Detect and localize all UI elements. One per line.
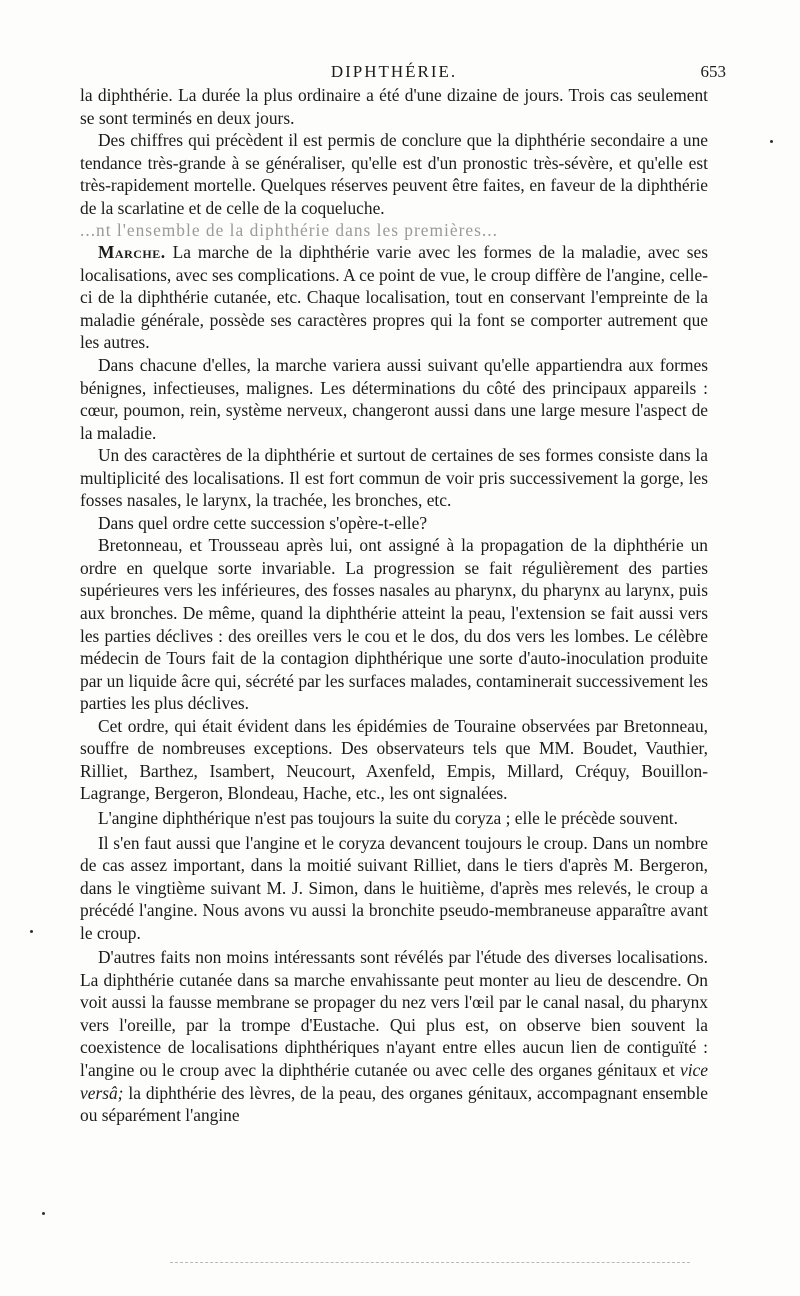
paragraph: L'angine diphthérique n'est pas toujours la suite du coryza ; elle le précède souvent. [98, 807, 678, 828]
paragraph-marche [80, 241, 708, 354]
emphasis: vice versâ; [80, 1059, 708, 1103]
paragraph: Des chiffres qui précèdent il est permis de conclure que la diphthérie secondaire a une tendance très-grande à se généraliser, qu'elle est d'un pronostic très-sévère, et qu'elle est très-rapidement mortelle. Quelques réserves peuvent être faites, en faveur de la diphthérie de la scarlatine et de celle de la coqueluche. [80, 130, 708, 218]
paragraph-text: La marche de la diphthérie varie avec les formes de la maladie, avec ses localisations, avec ses complications. A ce point de vue, le croup diffère de l'angine, celle-ci de la diphthérie cutanée, etc. Chaque localisation, tout en conservant l'empreinte de la maladie générale, possède ses caractères propres qui la font se comporter autrement que les autres. [80, 242, 708, 353]
page-number: 653 [700, 62, 726, 81]
speck [42, 1212, 45, 1215]
paragraph: Dans chacune d'elles, la marche variera aussi suivant qu'elle appartiendra aux formes bénignes, infectieuses, malignes. Les déterminations du côté des principaux appareils : cœur, poumon, rein, système nerveux, changeront aussi dans une large mesure l'aspect de la maladie. [80, 355, 708, 443]
paragraph: Il s'en faut aussi que l'angine et le coryza devancent toujours le croup. Dans un nombre de cas assez important, dans la moitié suivant Rilliet, dans le tiers d'après M. Bergeron, dans le vingtième suivant M. J. Simon, dans le huitième, d'après mes relevés, le croup a précédé l'angine. Nous avons vu aussi la bronchite pseudo-membraneuse apparaître avant le croup. [80, 832, 708, 943]
paragraph: la diphthérie. La durée la plus ordinaire a été d'une dizaine de jours. Trois cas seulement se sont terminés en deux jours. [80, 85, 708, 128]
paragraph-text: D'autres faits non moins intéressants sont révélés par l'étude des diverses localisations. La diphthérie cutanée dans sa marche envahissante peut monter au lieu de descendre. On voit aussi la fausse membrane se propager du nez vers l'œil par le canal nasal, du pharynx vers l'oreille, par la trompe d'Eustache. Qui plus est, on observe bien souvent la coexistence de localisations diphthériques n'ayant entre elles aucun lien de contiguïté : l'angine ou le croup avec la diphthérie cutanée ou avec celle des organes génitaux et [80, 947, 708, 1080]
section-heading: Marche. [98, 242, 166, 263]
speck [770, 140, 773, 143]
paragraph: Un des caractères de la diphthérie et surtout de certaines de ses formes consiste dans la multiplicité des localisations. Il est fort commun de voir pris successivement la gorge, les fosses nasales, le larynx, la trachée, les bronches, etc. [80, 445, 708, 511]
page [80, 56, 726, 1127]
running-title: DIPHTHÉRIE. [330, 62, 458, 81]
body-text [80, 84, 708, 1127]
show-through-text: ...nt l'ensemble de la diphthérie dans les premières... [80, 220, 498, 241]
paragraph-text: la diphthérie des lèvres, de la peau, des organes génitaux, accompagnant ensemble ou séparément l'angine [80, 1082, 708, 1126]
paragraph: Bretonneau, et Trousseau après lui, ont assigné à la propagation de la diphthérie un ordre en quelque sorte invariable. La progression se fait régulièrement des parties supérieures vers les inférieures, des fosses nasales au pharynx, du pharynx au larynx, puis aux bronches. De même, quand la diphthérie atteint la peau, l'extension se fait aussi vers les parties déclives : des oreilles vers le cou et le dos, du dos vers les lombes. Le célèbre médecin de Tours fait de la contagion diphthérique une sorte d'auto-inoculation produite par un liquide âcre qui, sécrété par les surfaces malades, contaminerait successivement les parties les plus déclives. [80, 535, 708, 714]
speck [30, 930, 33, 933]
paragraph: Dans quel ordre cette succession s'opère-t-elle? [98, 512, 428, 533]
bottom-rule [170, 1262, 690, 1263]
paragraph-last [80, 946, 708, 1126]
running-head [80, 56, 726, 84]
paragraph: Cet ordre, qui était évident dans les épidémies de Touraine observées par Bretonneau, souffre de nombreuses exceptions. Des observateurs tels que MM. Boudet, Vauthier, Rilliet, Barthez, Isambert, Neucourt, Axenfeld, Empis, Millard, Créquy, Bouillon-Lagrange, Bergeron, Blondeau, Hache, etc., les ont signalées. [80, 715, 708, 804]
